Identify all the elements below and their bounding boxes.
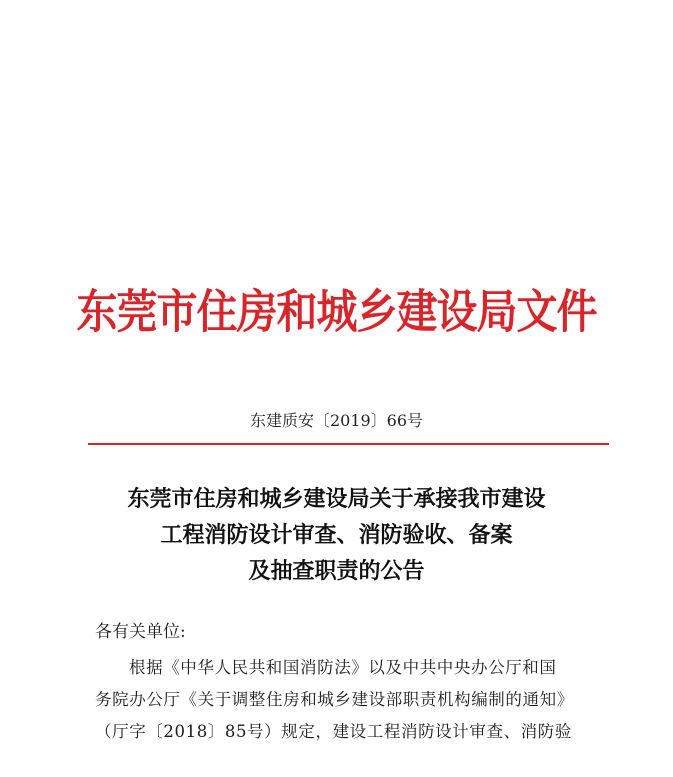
title-line: 及抽查职责的公告 [248, 559, 425, 584]
document-number: 东建质安〔2019〕66号 [249, 411, 424, 430]
document-title [60, 482, 613, 590]
red-divider-line [88, 443, 609, 445]
issuer-heading: 东莞市住房和城乡建设局文件 [76, 285, 597, 339]
body-paragraph [95, 652, 615, 748]
body-line: 根据《中华人民共和国消防法》以及中共中央办公厅和国 [129, 658, 557, 677]
body-line: （厅字〔2018〕85号）规定，建设工程消防设计审查、消防验 [95, 722, 572, 741]
title-line: 东莞市住房和城乡建设局关于承接我市建设 [127, 487, 546, 512]
body-line: 务院办公厅《关于调整住房和城乡建设部职责机构编制的通知》 [95, 690, 574, 709]
title-line: 工程消防设计审查、消防验收、备案 [160, 523, 513, 548]
salutation: 各有关单位: [95, 622, 186, 642]
